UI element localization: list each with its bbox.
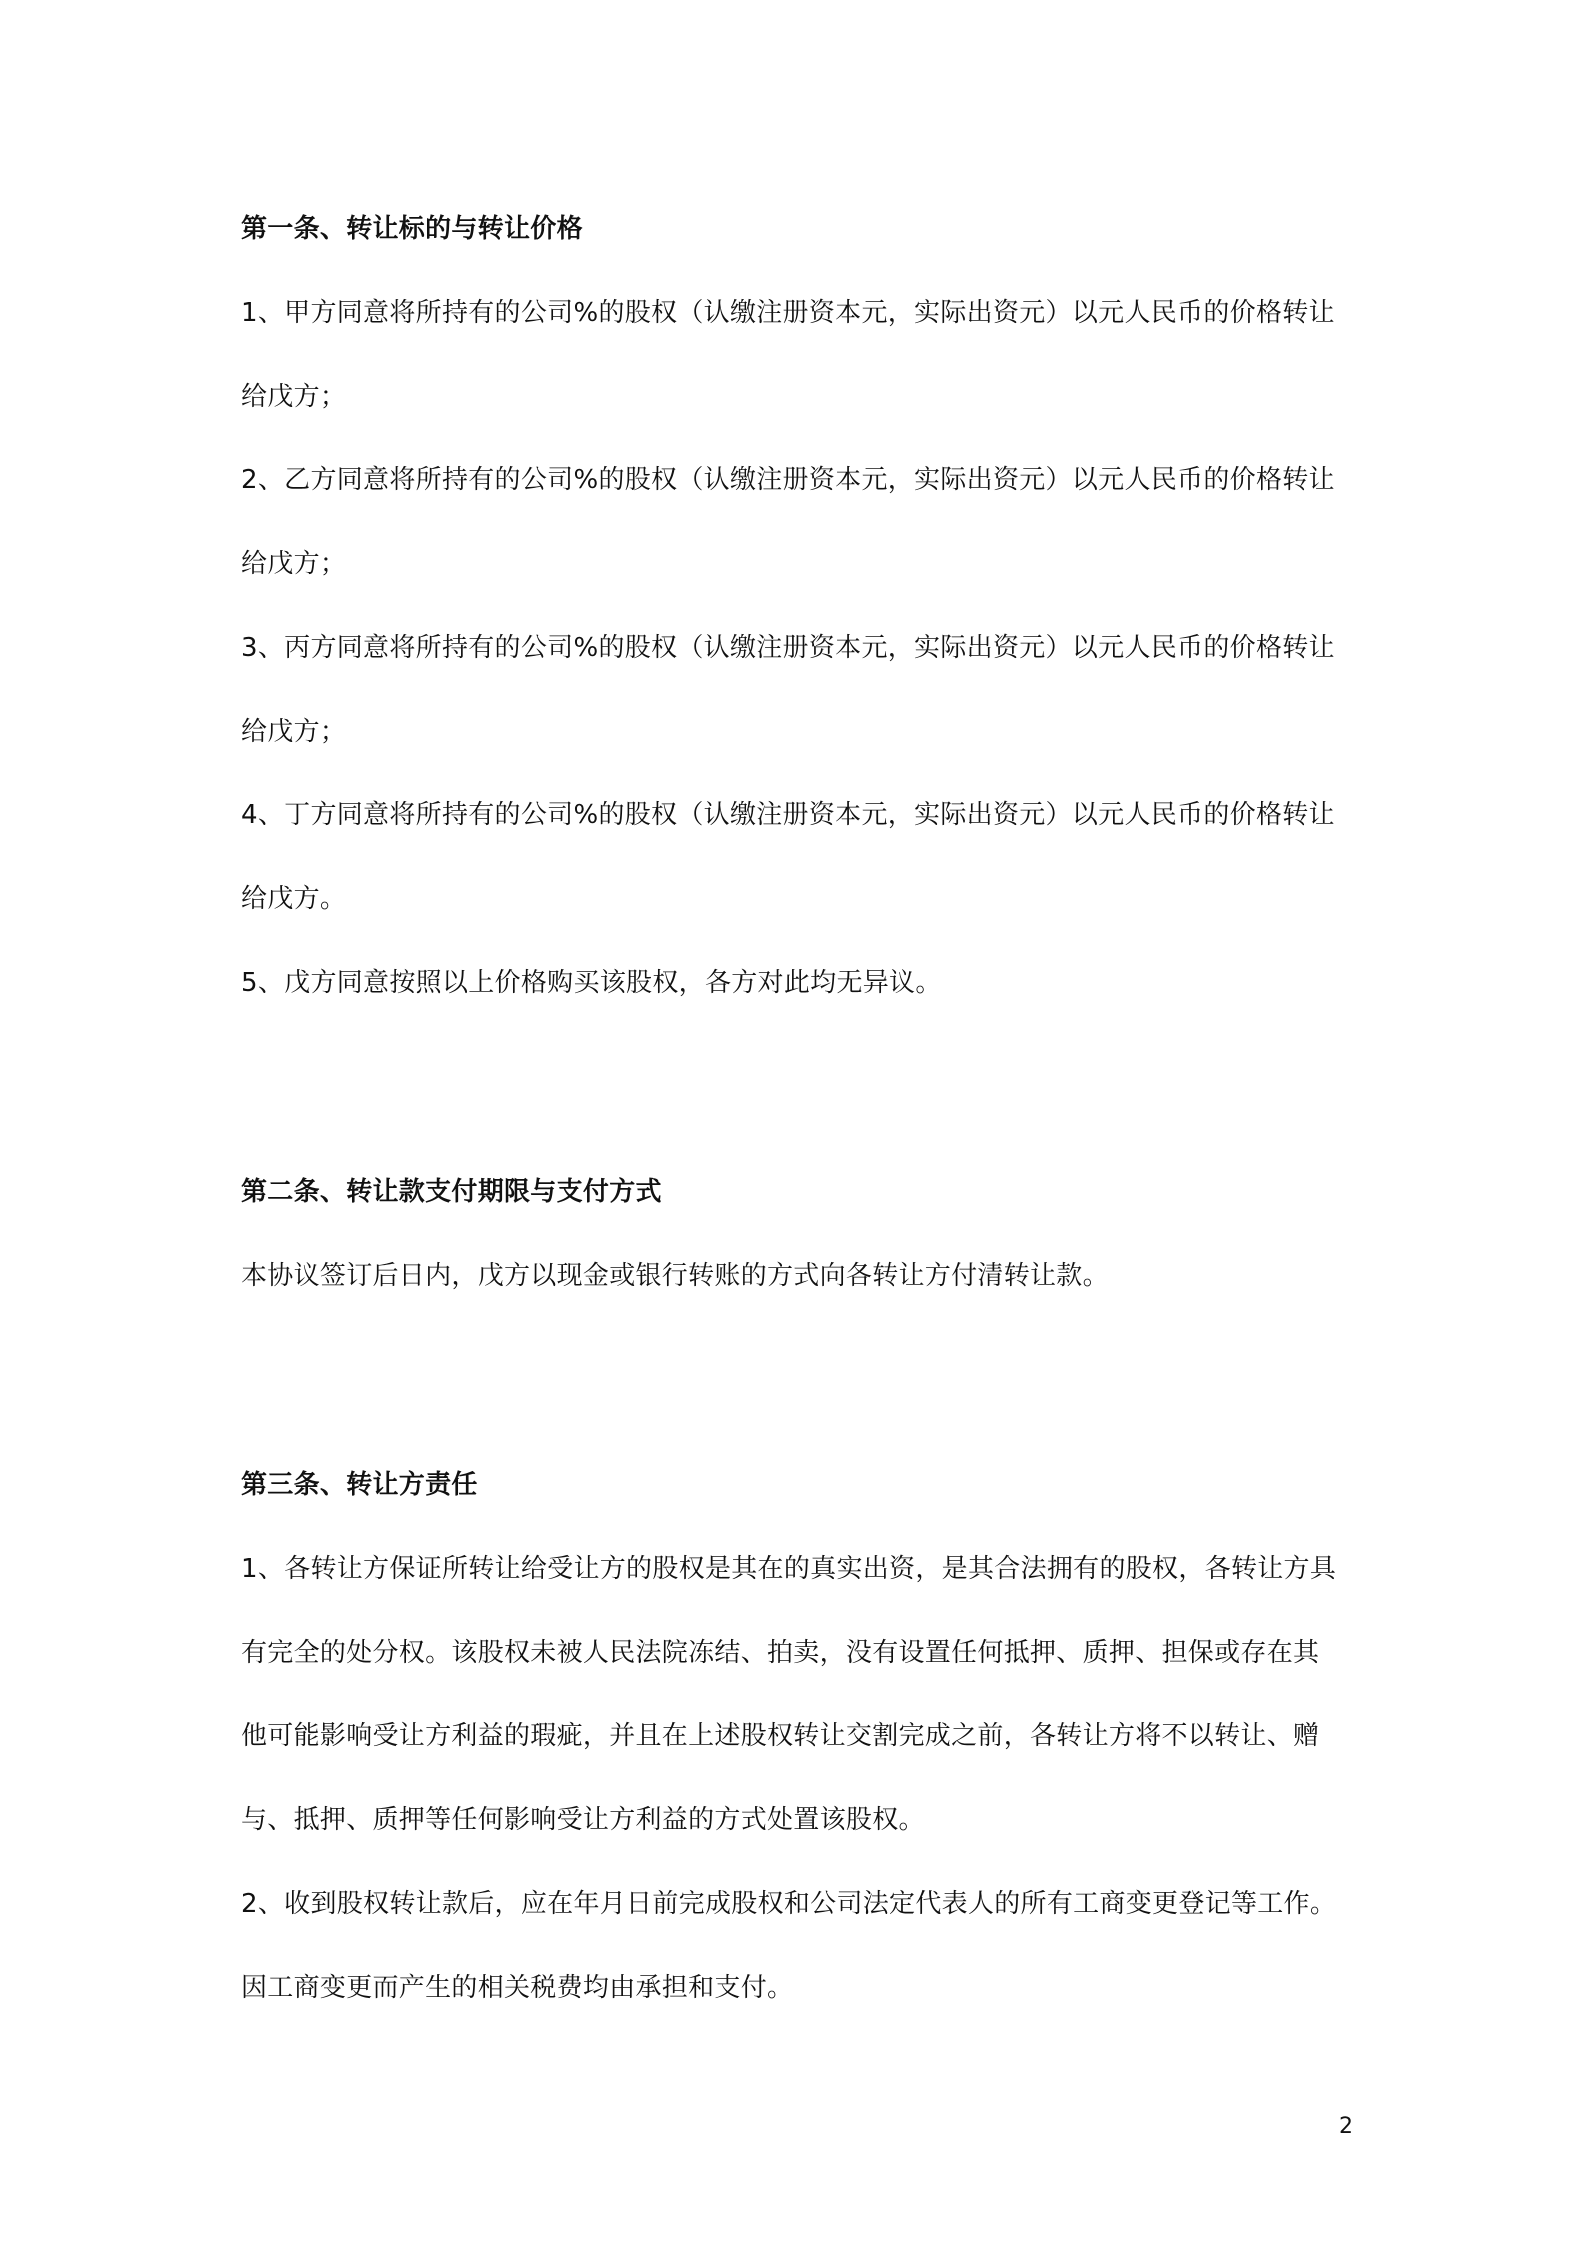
article-1-item-3-line-2: 给戊方； — [241, 717, 347, 747]
article-3-item-1-line-2: 有完全的处分权。该股权未被人民法院冻结、拍卖，没有设置任何抵押、质押、担保或存在其 — [241, 1638, 1320, 1668]
article-3-item-1-line-3: 他可能影响受让方利益的瑕疵，并且在上述股权转让交割完成之前，各转让方将不以转让、赠 — [241, 1721, 1320, 1751]
article-1-item-4-line-1: 4、丁方同意将所持有的公司%的股权（认缴注册资本元，实际出资元）以元人民币的价格转让 — [241, 800, 1335, 830]
article-1-item-2-line-1: 2、乙方同意将所持有的公司%的股权（认缴注册资本元，实际出资元）以元人民币的价格转让 — [241, 465, 1335, 495]
article-1-item-1-line-1: 1、甲方同意将所持有的公司%的股权（认缴注册资本元，实际出资元）以元人民币的价格转让 — [241, 298, 1335, 328]
article-1-item-5: 5、戊方同意按照以上价格购买该股权，各方对此均无异议。 — [241, 968, 942, 998]
article-3-heading: 第三条、转让方责任 — [241, 1470, 478, 1500]
article-3-item-2-line-2: 因工商变更而产生的相关税费均由承担和支付。 — [241, 1973, 794, 2003]
article-3-item-1-line-4: 与、抵押、质押等任何影响受让方利益的方式处置该股权。 — [241, 1805, 925, 1835]
article-2-heading: 第二条、转让款支付期限与支付方式 — [241, 1177, 662, 1207]
article-3-item-1-line-1: 1、各转让方保证所转让给受让方的股权是其在的真实出资，是其合法拥有的股权，各转让方具 — [241, 1554, 1337, 1584]
article-1-item-4-line-2: 给戊方。 — [241, 884, 347, 914]
article-1-item-1-line-2: 给戊方； — [241, 382, 347, 412]
article-1-item-3-line-1: 3、丙方同意将所持有的公司%的股权（认缴注册资本元，实际出资元）以元人民币的价格转让 — [241, 633, 1335, 663]
article-2-body: 本协议签订后日内，戊方以现金或银行转账的方式向各转让方付清转让款。 — [241, 1261, 1109, 1291]
article-1-item-2-line-2: 给戊方； — [241, 549, 347, 579]
page-number: 2 — [1339, 2114, 1353, 2139]
article-1-heading: 第一条、转让标的与转让价格 — [241, 214, 583, 244]
article-3-item-2-line-1: 2、收到股权转让款后，应在年月日前完成股权和公司法定代表人的所有工商变更登记等工作。 — [241, 1889, 1337, 1919]
